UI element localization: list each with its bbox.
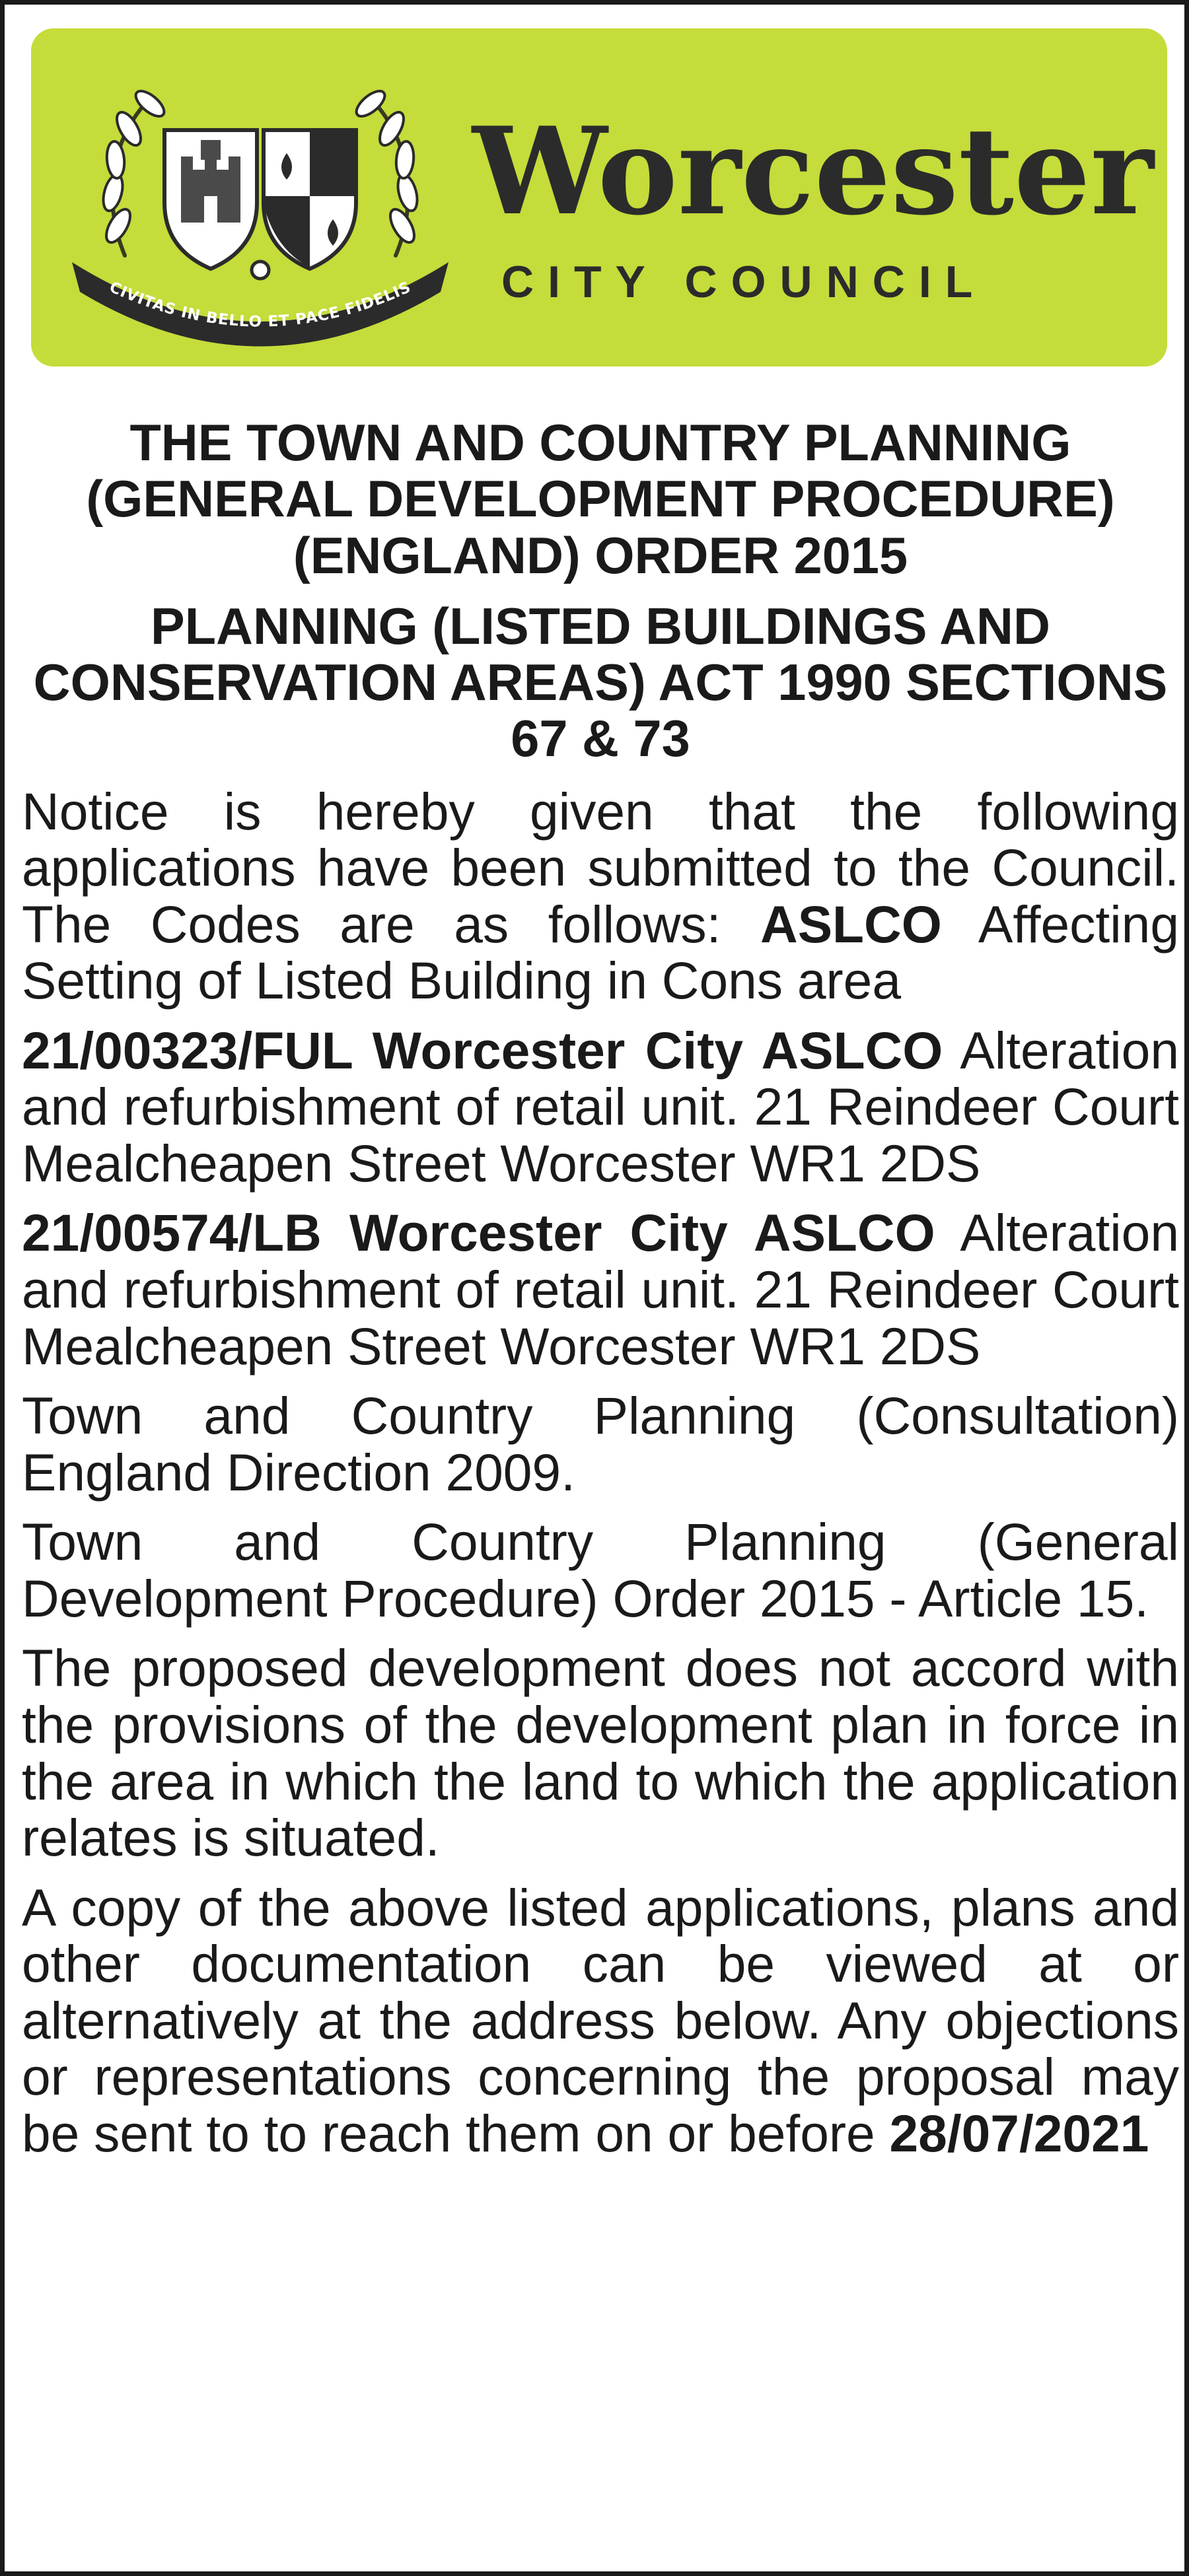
order-heading: THE TOWN AND COUNTRY PLANNING (GENERAL DEVELOPMENT PROCEDURE) (ENGLAND) ORDER 2015 xyxy=(86,415,1115,584)
application-reference: 21/00323/FUL Worcester City ASLCO xyxy=(22,1021,943,1080)
council-subtitle: CITY COUNCIL xyxy=(501,257,987,307)
application-description: Alteration and refurbishment of retail unit. 21 Reindeer Court Mealcheapen Street Worcester WR1 2DS xyxy=(22,1021,1179,1193)
article-15-paragraph: Town and Country Planning (General Development Procedure) Order 2015 - Article 15. xyxy=(22,1513,1179,1628)
intro-paragraph xyxy=(22,784,1179,1010)
departure-statement-paragraph: The proposed development does not accord with the provisions of the development plan in force in the area in which the land to which the application relates is situated. xyxy=(22,1639,1179,1867)
application-entry xyxy=(22,1205,1179,1375)
application-entry xyxy=(22,1023,1179,1193)
act-heading: PLANNING (LISTED BUILDINGS AND CONSERVATION AREAS) ACT 1990 SECTIONS 67 & 73 xyxy=(33,598,1168,768)
code-meaning: Affecting Setting of Listed Building in Cons area xyxy=(22,895,1179,1010)
code-label: ASLCO xyxy=(760,895,942,954)
closing-text: A copy of the above listed applications, plans and other documentation can be viewed at or alternatively at the address below. Any objections or representations concerning the proposal may be sent to to reach them on or before xyxy=(22,1878,1179,2163)
application-description: Alteration and refurbishment of retail unit. 21 Reindeer Court Mealcheapen Street Worcester WR1 2DS xyxy=(22,1204,1179,1375)
city-crest-logo xyxy=(65,57,455,348)
consultation-direction-paragraph: Town and Country Planning (Consultation) England Direction 2009. xyxy=(22,1387,1179,1502)
notice-content xyxy=(22,415,1179,2162)
council-banner xyxy=(31,28,1167,366)
application-reference: 21/00574/LB Worcester City ASLCO xyxy=(22,1204,935,1263)
council-name: Worcester xyxy=(472,100,1154,242)
deadline-date: 28/07/2021 xyxy=(889,2104,1149,2163)
closing-paragraph xyxy=(22,1880,1179,2163)
intro-text: Notice is hereby given that the following applications have been submitted to the Council. The Codes are as follows: xyxy=(22,782,1179,954)
motto-text: CIVITAS IN BELLO ET PACE FIDELIS xyxy=(106,278,414,331)
